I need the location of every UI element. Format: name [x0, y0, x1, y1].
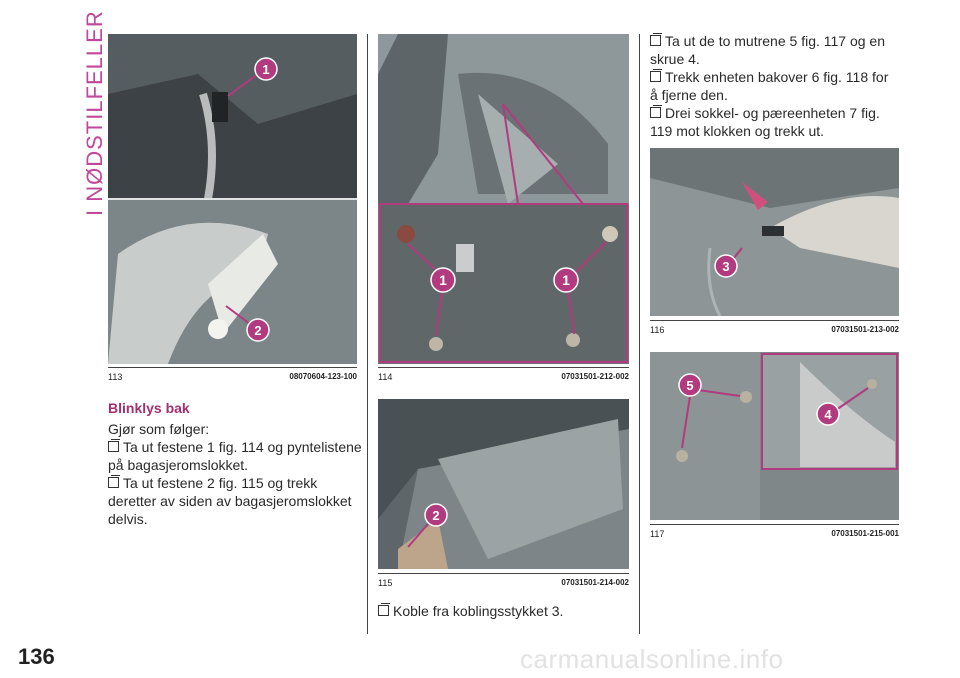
col1-body — [108, 420, 363, 528]
figure-115-caption: 115 07031501-214-002 — [378, 573, 629, 590]
page-number: 136 — [18, 644, 55, 669]
col2-body — [378, 602, 633, 620]
figure-114-photo — [378, 34, 629, 364]
checkbox-icon — [650, 35, 661, 46]
figure-116-photo — [650, 148, 899, 316]
column-divider — [367, 34, 368, 634]
watermark: carmanualsonline.info — [520, 644, 784, 674]
callout-label: 2 — [254, 323, 262, 338]
callout-label: 1 — [562, 272, 570, 288]
checkbox-icon — [650, 71, 661, 82]
checkbox-icon — [108, 477, 119, 488]
checkbox-icon — [650, 107, 661, 118]
step-item: Ta ut festene 2 fig. 115 og trekk deretter av siden av bagasjeromslokket delvis. — [108, 475, 352, 527]
figure-113-caption: 113 08070604-123-100 — [108, 367, 357, 384]
step-item: Ta ut festene 1 fig. 114 og pyntelistene på bagasjeromslokket. — [108, 439, 362, 473]
section-title: I NØDSTILFELLER — [82, 10, 107, 216]
figure-114-caption: 114 07031501-212-002 — [378, 367, 629, 384]
callout-label: 1 — [439, 272, 447, 288]
step-item: Trekk enheten bakover 6 fig. 118 for å fjerne den. — [650, 69, 889, 103]
callout-label: 3 — [722, 259, 730, 274]
callout-label: 5 — [686, 378, 694, 393]
figure-116-caption: 116 07031501-213-002 — [650, 320, 899, 337]
checkbox-icon — [378, 605, 389, 616]
figure-113-photo — [108, 34, 357, 364]
intro-text: Gjør som følger: — [108, 421, 210, 437]
callout-label: 1 — [262, 62, 270, 77]
step-item: Koble fra koblingsstykket 3. — [378, 602, 633, 620]
figure-115-photo — [378, 399, 629, 569]
step-item: Ta ut de to mutrene 5 fig. 117 og en skrue 4. — [650, 33, 886, 67]
step-item: Drei sokkel- og pæreenheten 7 fig. 119 mot klokken og trekk ut. — [650, 105, 880, 139]
callout-label: 4 — [824, 407, 832, 422]
col3-body — [650, 32, 900, 140]
figure-117-photo — [650, 352, 899, 520]
callout-label: 2 — [432, 508, 440, 523]
column-divider — [639, 34, 640, 634]
section-heading: Blinklys bak — [108, 400, 190, 416]
checkbox-icon — [108, 441, 119, 452]
figure-117-caption: 117 07031501-215-001 — [650, 524, 899, 541]
